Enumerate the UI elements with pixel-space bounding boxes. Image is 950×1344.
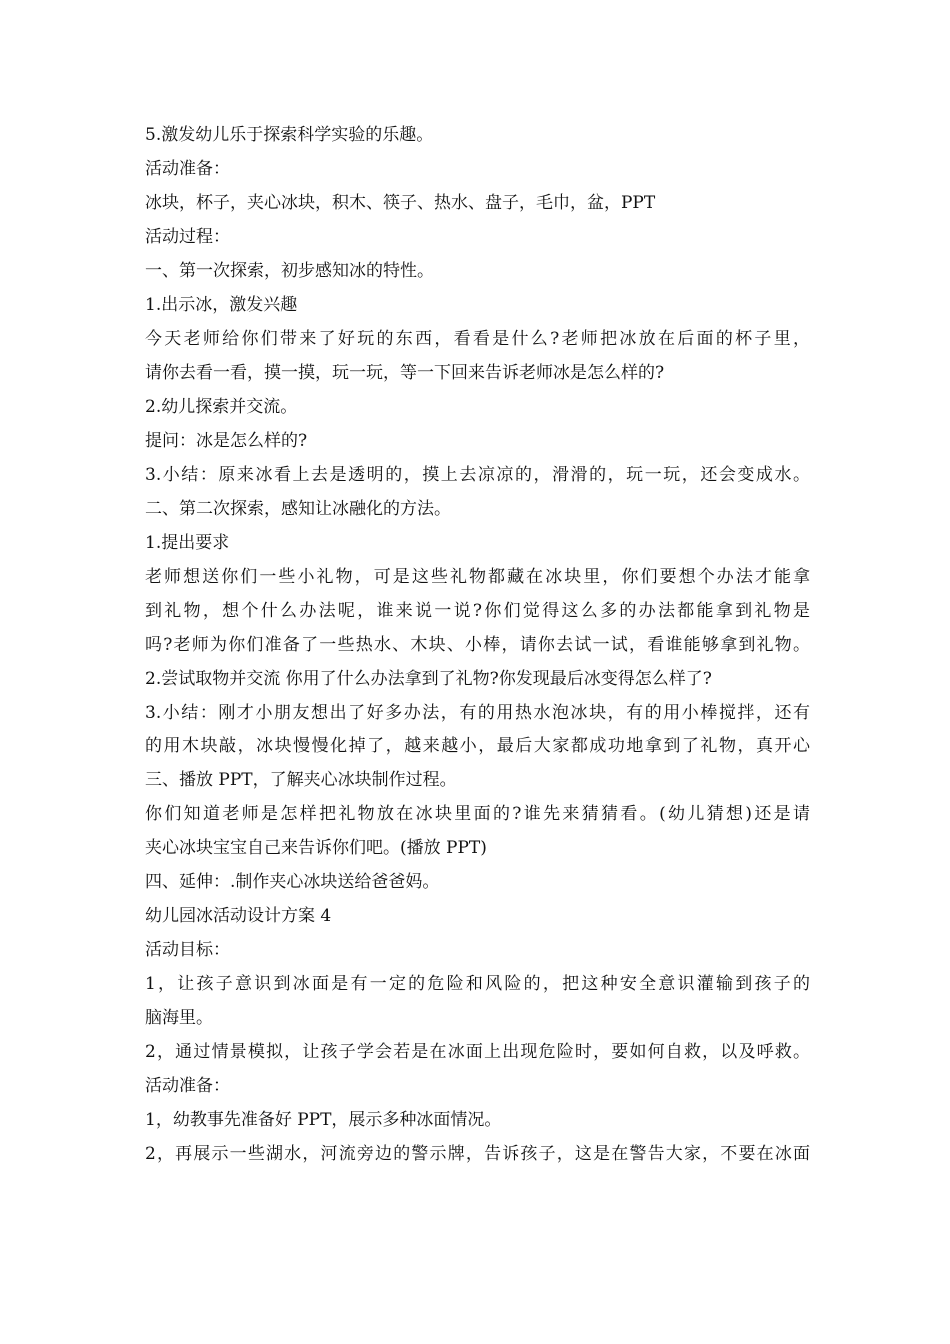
section-heading: 活动准备： [145,1076,230,1096]
text-line: 2.尝试取物并交流 你用了什么办法拿到了礼物?你发现最后冰变得怎么样了? [145,669,712,689]
text-line: 5.激发幼儿乐于探索科学实验的乐趣。 [145,125,434,145]
text-line: 3.小结：原来冰看上去是透明的，摸上去凉凉的，滑滑的，玩一玩，还会变成水。 [145,465,810,485]
text-line: 四、延伸：.制作夹心冰块送给爸爸妈。 [145,872,440,892]
text-line: 的用木块敲，冰块慢慢化掉了，越来越小，最后大家都成功地拿到了礼物，真开心 [145,736,810,756]
section-title: 幼儿园冰活动设计方案 4 [145,906,332,926]
text-line: 今天老师给你们带来了好玩的东西，看看是什么?老师把冰放在后面的杯子里， [145,329,810,349]
text-line: 到礼物，想个什么办法呢，谁来说一说?你们觉得这么多的办法都能拿到礼物是 [145,601,810,621]
document-body [145,118,810,1171]
text-line: 冰块，杯子，夹心冰块，积木、筷子、热水、盘子，毛巾，盆，PPT [145,193,656,213]
text-line: 请你去看一看，摸一摸，玩一玩，等一下回来告诉老师冰是怎么样的? [145,363,665,383]
text-line: 2，再展示一些湖水，河流旁边的警示牌，告诉孩子，这是在警告大家，不要在冰面 [145,1144,810,1164]
text-line: 1，幼教事先准备好 PPT，展示多种冰面情况。 [145,1110,502,1130]
text-line: 夹心冰块宝宝自己来告诉你们吧。(播放 PPT) [145,838,487,858]
text-line: 脑海里。 [145,1008,213,1028]
section-heading: 活动目标： [145,940,230,960]
text-line: 2.幼儿探索并交流。 [145,397,298,417]
text-line: 1.提出要求 [145,533,230,553]
text-line: 3.小结：刚才小朋友想出了好多办法，有的用热水泡冰块，有的用小棒搅拌，还有 [145,703,810,723]
text-line: 1.出示冰，激发兴趣 [145,295,298,315]
text-line: 1，让孩子意识到冰面是有一定的危险和风险的，把这种安全意识灌输到孩子的 [145,974,810,994]
text-line: 吗?老师为你们准备了一些热水、木块、小棒，请你去试一试，看谁能够拿到礼物。 [145,635,810,655]
text-line: 老师想送你们一些小礼物，可是这些礼物都藏在冰块里，你们要想个办法才能拿 [145,567,810,587]
text-line: 你们知道老师是怎样把礼物放在冰块里面的?谁先来猜猜看。(幼儿猜想)还是请 [145,804,810,824]
text-line: 提问：冰是怎么样的? [145,431,308,451]
section-heading: 活动准备： [145,159,230,179]
text-line: 2，通过情景模拟，让孩子学会若是在冰面上出现危险时，要如何自救，以及呼救。 [145,1042,810,1062]
section-heading: 活动过程： [145,227,230,247]
text-line: 一、第一次探索，初步感知冰的特性。 [145,261,434,281]
text-line: 二、第二次探索，感知让冰融化的方法。 [145,499,451,519]
text-line: 三、播放 PPT，了解夹心冰块制作过程。 [145,770,457,790]
